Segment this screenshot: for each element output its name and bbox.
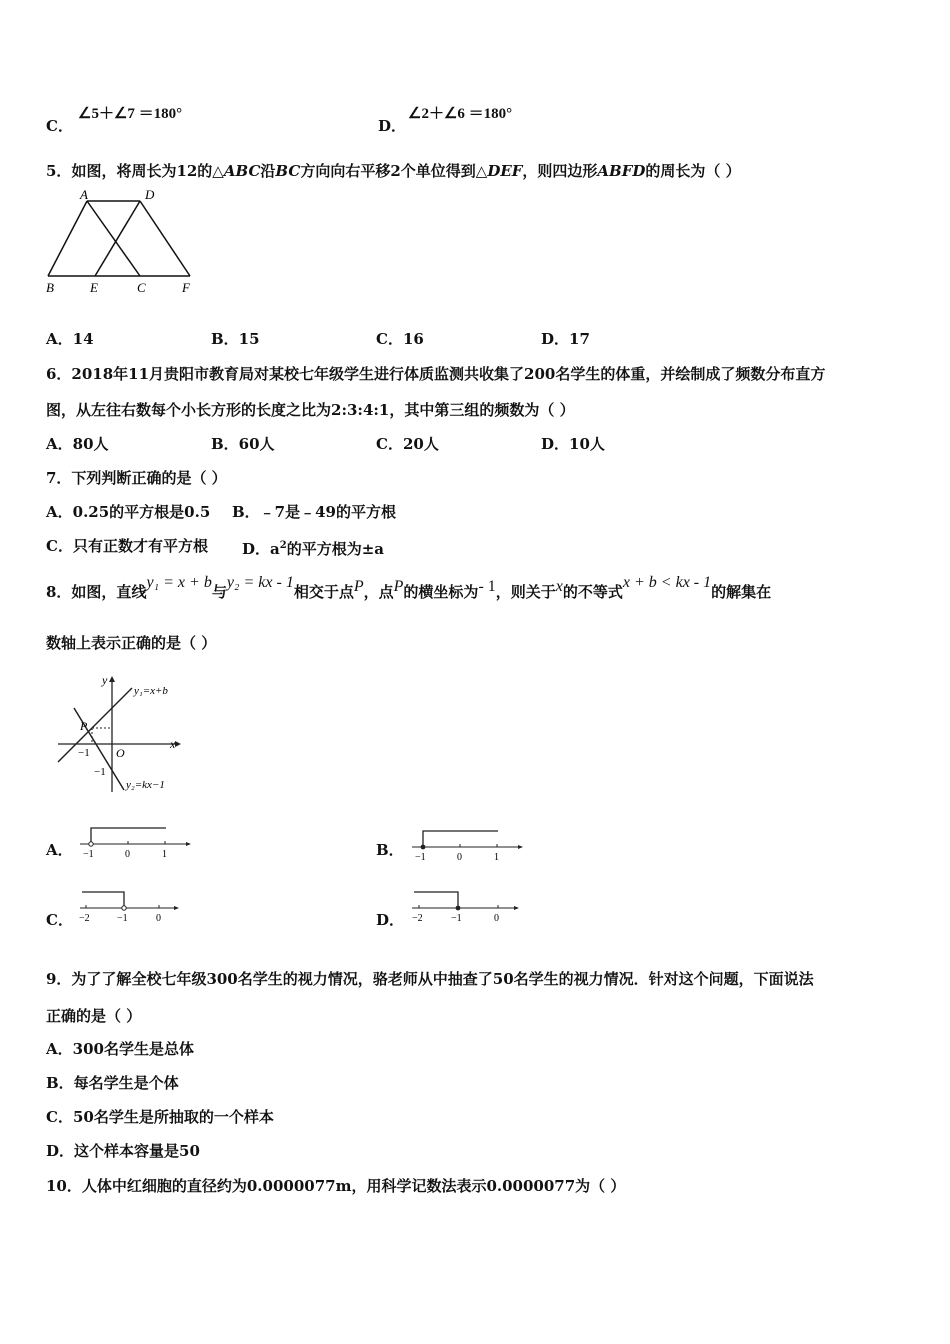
q8-stem-line-2: 数轴上表示正确的是（ ） xyxy=(46,634,217,652)
q8-option-b-numberline xyxy=(410,825,530,865)
q4-option-d-expr: ∠2＋∠6 ＝180° xyxy=(408,106,513,122)
q8-text-1: 8．如图，直线 xyxy=(46,583,147,601)
q5-label-a: A xyxy=(80,187,88,202)
q5-number: 5． xyxy=(46,162,72,180)
q8-a-tick-3: 1 xyxy=(162,849,167,860)
q9-option-c: C．50名学生是所抽取的一个样本 xyxy=(46,1108,274,1126)
q4-option-c xyxy=(46,116,73,136)
q9-stem-line-1: 9．为了了解全校七年级300名学生的视力情况，骆老师从中抽查了50名学生的视力情况．针对这个问题，下面说法 xyxy=(46,970,814,988)
q5-triangle-def: DEF xyxy=(487,162,523,180)
q5-label-f: F xyxy=(182,280,190,295)
q8-option-b-label: B． xyxy=(376,841,404,859)
q8-a-tick-2: 0 xyxy=(125,849,130,860)
q4-option-c-expr: ∠5＋∠7 ＝180° xyxy=(78,106,183,122)
q8-text-5: ，则关于 xyxy=(495,583,556,601)
q8-graph-neg1-y: −1 xyxy=(94,766,106,778)
q5-label-b: B xyxy=(46,280,54,295)
q8-option-c-numberline xyxy=(78,886,198,926)
q8-stem-line-1 xyxy=(46,574,772,603)
q8-b-tick-2: 0 xyxy=(457,852,462,863)
q5-text-5: 的周长为（ ） xyxy=(645,162,741,180)
q8-text-7: 的解集在 xyxy=(711,583,772,601)
q8-c-tick-2: −1 xyxy=(117,913,128,924)
q8-value-neg1: - 1 xyxy=(478,578,496,595)
q5-label-c: C xyxy=(137,280,146,295)
q8-option-a-label: A． xyxy=(46,841,73,859)
q8-graph-y-label: y xyxy=(102,673,108,687)
q8-graph-line2-label: y₂=kx−1 xyxy=(126,779,165,791)
q4-option-d-label: D． xyxy=(378,117,407,135)
q8-text-2: 相交于点 xyxy=(293,583,354,601)
q8-option-d-label: D． xyxy=(376,911,405,929)
q8-graph xyxy=(50,672,200,802)
q8-point-p-2: P xyxy=(393,578,404,595)
q8-var-x: x xyxy=(555,578,563,595)
q7-option-d xyxy=(242,536,384,559)
q8-a-tick-1: −1 xyxy=(83,849,94,860)
q5-option-b: B．15 xyxy=(211,330,260,348)
q5-text-2: 沿 xyxy=(260,162,276,180)
q8-d-tick-2: −1 xyxy=(451,913,462,924)
q8-expr-y2: y₂ = kx - 1 xyxy=(226,574,294,591)
q5-text-4: ，则四边形 xyxy=(522,162,598,180)
q8-text-with: 与 xyxy=(211,583,227,601)
q8-option-d-numberline xyxy=(410,886,530,926)
q8-d-tick-1: −2 xyxy=(412,913,423,924)
q7-stem: 7．下列判断正确的是（ ） xyxy=(46,469,227,487)
q8-option-c-label: C． xyxy=(46,911,73,929)
q4-option-d xyxy=(378,116,406,136)
q8-d-tick-3: 0 xyxy=(494,913,499,924)
q8-inequality: x + b < kx - 1 xyxy=(622,574,712,591)
q6-option-c: C．20人 xyxy=(376,435,439,453)
q8-c-tick-1: −2 xyxy=(79,913,90,924)
q8-graph-origin: O xyxy=(116,746,125,760)
q8-text-4: 的横坐标为 xyxy=(403,583,479,601)
q5-text-1: 如图，将周长为12的△ xyxy=(71,162,224,180)
q8-graph-x-label: x xyxy=(170,737,176,751)
q7-option-d-sup: 2 xyxy=(279,540,287,551)
q8-point-p-1: P xyxy=(353,578,364,595)
q8-text-6: 的不等式 xyxy=(562,583,623,601)
q6-option-d: D．10人 xyxy=(541,435,605,453)
q9-stem-line-2: 正确的是（ ） xyxy=(46,1007,142,1025)
q5-stem xyxy=(46,161,741,181)
q5-option-a: A．14 xyxy=(46,330,94,348)
q7-option-b: B．﹣7是﹣49的平方根 xyxy=(232,503,396,521)
q5-option-d: D．17 xyxy=(541,330,590,348)
q7-option-c: C．只有正数才有平方根 xyxy=(46,537,208,555)
q5-triangle-abc: ABC xyxy=(223,162,261,180)
q5-option-c: C．16 xyxy=(376,330,424,348)
q6-stem-line-1: 6．2018年11月贵阳市教育局对某校七年级学生进行体质监测共收集了200名学生的体重，并绘制成了频数分布直方 xyxy=(46,365,826,383)
q8-c-tick-3: 0 xyxy=(156,913,161,924)
q8-option-a-numberline xyxy=(78,822,198,862)
q8-graph-line1-label: y₁=x+b xyxy=(134,685,168,697)
q6-option-b: B．60人 xyxy=(211,435,275,453)
q9-option-a: A．300名学生是总体 xyxy=(46,1040,194,1058)
q8-text-3: ，点 xyxy=(363,583,394,601)
q5-text-3: 方向向右平移2个单位得到△ xyxy=(300,162,488,180)
q7-option-d-post: 的平方根为±a xyxy=(286,540,384,558)
q8-graph-point-p: P xyxy=(80,719,88,733)
q5-quad-abfd: ABFD xyxy=(597,162,646,180)
q9-option-d: D．这个样本容量是50 xyxy=(46,1142,200,1160)
q5-figure xyxy=(40,188,200,298)
q7-option-a: A．0.25的平方根是0.5 xyxy=(46,503,211,521)
q6-option-a: A．80人 xyxy=(46,435,109,453)
q9-option-b: B．每名学生是个体 xyxy=(46,1074,179,1092)
q5-label-e: E xyxy=(90,280,98,295)
q5-segment-bc: BC xyxy=(275,162,301,180)
q7-option-d-pre: D．a xyxy=(242,540,280,558)
q8-b-tick-1: −1 xyxy=(415,852,426,863)
q6-stem-line-2: 图，从左往右数每个小长方形的长度之比为2:3:4:1，其中第三组的频数为（ ） xyxy=(46,401,575,419)
q5-label-d: D xyxy=(145,187,155,202)
q10-stem: 10．人体中红细胞的直径约为0.0000077m，用科学记数法表示0.0000077为（ ） xyxy=(46,1177,626,1195)
q4-option-c-label: C． xyxy=(46,117,73,135)
q8-b-tick-3: 1 xyxy=(494,852,499,863)
q8-expr-y1: y₁ = x + b xyxy=(146,574,212,591)
q8-graph-neg1-x: −1 xyxy=(78,747,90,759)
